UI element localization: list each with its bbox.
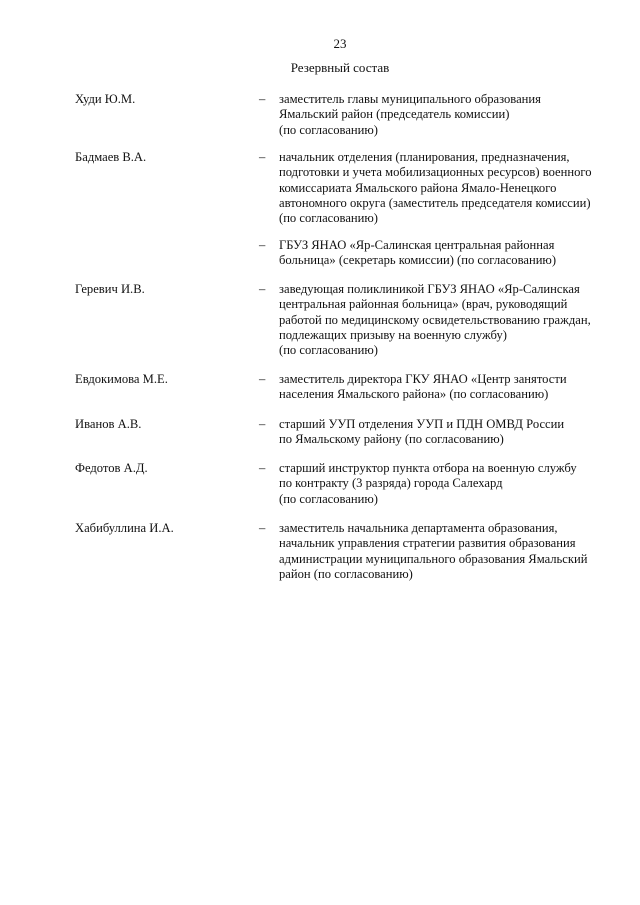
member-name: Иванов А.В. xyxy=(75,417,142,431)
member-dash: – xyxy=(259,282,266,296)
member-role: заместитель главы муниципального образования Ямальский район (председатель комиссии) (по согласованию) xyxy=(279,92,541,137)
member-name: Геревич И.В. xyxy=(75,282,145,296)
member-role: заместитель директора ГКУ ЯНАО «Центр занятости населения Ямальского района» (по согласованию) xyxy=(279,372,567,402)
member-role: заместитель начальника департамента образования, начальник управления стратегии развития образования администрации муниципального образования Ямальский район (по согласованию) xyxy=(279,521,588,581)
member-name: Федотов А.Д. xyxy=(75,461,148,475)
section-title: Резервный состав xyxy=(290,60,390,75)
member-dash: – xyxy=(259,417,266,431)
member-name: Бадмаев В.А. xyxy=(75,150,147,164)
member-role: старший инструктор пункта отбора на военную службу по контракту (3 разряда) города Салехард (по согласованию) xyxy=(279,461,577,506)
member-name: Хабибуллина И.А. xyxy=(75,521,174,535)
member-role: ГБУЗ ЯНАО «Яр-Салинская центральная районная больница» (секретарь комиссии) (по согласованию) xyxy=(279,238,557,268)
member-dash: – xyxy=(259,461,266,475)
member-role: начальник отделения (планирования, предназначения, подготовки и учета мобилизационных ресурсов) военного комиссариата Ямальского района Ямало-Ненецкого автономного округа (заместитель председателя комиссии) (по согласованию) xyxy=(279,150,592,226)
member-dash: – xyxy=(259,521,266,535)
member-role: старший УУП отделения УУП и ПДН ОМВД России по Ямальскому району (по согласованию) xyxy=(279,417,565,447)
member-dash: – xyxy=(259,92,266,106)
member-dash: – xyxy=(259,150,266,164)
member-dash: – xyxy=(259,238,266,252)
page-number: 23 xyxy=(333,36,347,51)
member-role: заведующая поликлиникой ГБУЗ ЯНАО «Яр-Салинская центральная районная больница» (врач, руководящий работой по медицинскому освидетельствованию граждан, подлежащих призыву на военную службу) (по согласованию) xyxy=(279,282,591,358)
member-dash: – xyxy=(259,372,266,386)
member-name: Худи Ю.М. xyxy=(75,92,136,106)
member-name: Евдокимова М.Е. xyxy=(75,372,168,386)
